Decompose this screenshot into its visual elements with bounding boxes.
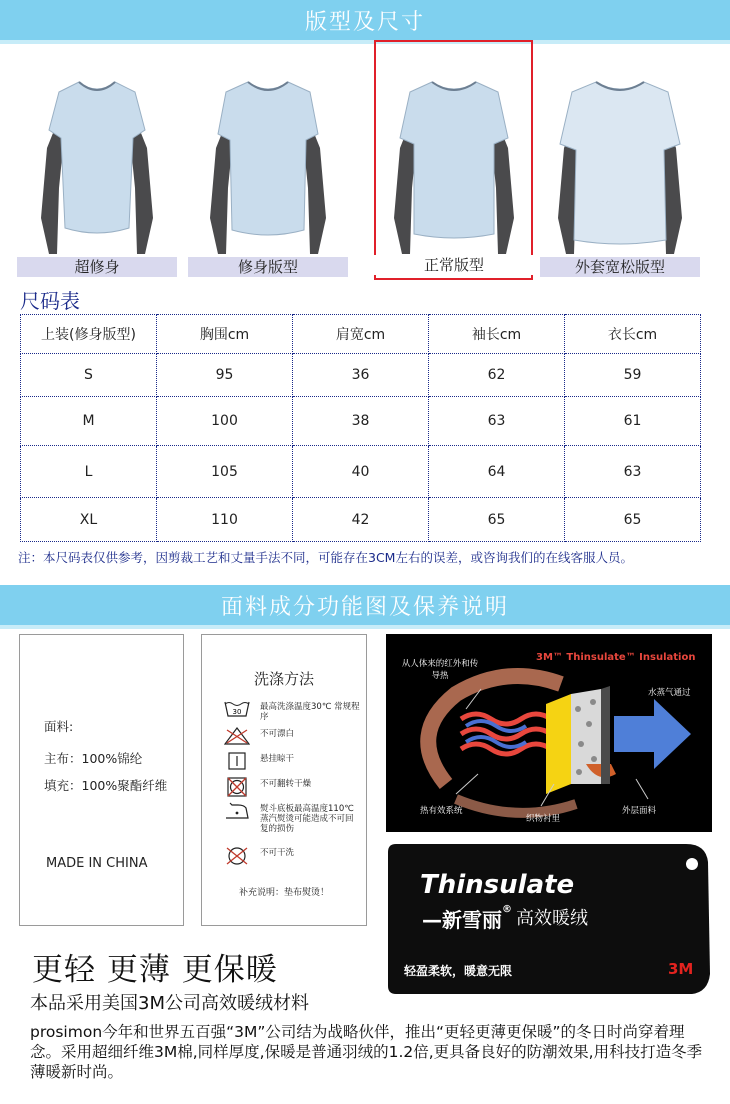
table-cell: L bbox=[21, 446, 157, 498]
table-cell: 110 bbox=[157, 498, 293, 542]
size-table-note: 注：本尺码表仅供参考，因剪裁工艺和丈量手法不同，可能存在3CM左右的误差，或咨询我们的在线客服人员。 bbox=[18, 550, 633, 565]
fit-option-super-slim[interactable] bbox=[17, 40, 177, 278]
table-header-cell: 上装(修身版型) bbox=[21, 315, 157, 354]
fit-option-loose[interactable] bbox=[540, 40, 700, 278]
promo-subheadline: 本品采用美国3M公司高效暖绒材料 bbox=[30, 993, 309, 1014]
promo-body: prosimon今年和世界五百强“3M”公司结为战略伙伴，推出“更轻更薄更保暖”的冬日时尚穿着理念。采用超细纤维3M棉,同样厚度,保暖是普通羽绒的1.2倍,更具备良好的防潮效果,用科技打造冬季薄暖新时尚。 bbox=[30, 1023, 703, 1081]
care-item-text: 不可翻转干燥 bbox=[260, 779, 312, 789]
3m-logo: 3M bbox=[668, 960, 694, 978]
care-item-text: 不可漂白 bbox=[260, 729, 295, 739]
care-label-card bbox=[201, 634, 367, 926]
table-cell: 65 bbox=[429, 498, 565, 542]
care-item bbox=[224, 727, 364, 745]
fit-option-slim[interactable] bbox=[188, 40, 348, 278]
care-item-text: 最高洗涤温度30℃ 常规程序 bbox=[260, 702, 360, 722]
fabric-heading: 面料: bbox=[44, 719, 74, 734]
iron-110-icon bbox=[224, 802, 250, 820]
table-cell: 62 bbox=[429, 354, 565, 397]
care-item bbox=[224, 802, 364, 834]
care-item bbox=[224, 777, 364, 797]
thinsulate-hangtag bbox=[386, 842, 712, 996]
table-cell: M bbox=[21, 397, 157, 446]
promo-headline: 更轻 更薄 更保暖 bbox=[32, 952, 278, 988]
table-header-cell: 肩宽cm bbox=[293, 315, 429, 354]
fit-label: 外套宽松版型 bbox=[540, 257, 700, 277]
vapor-label: 水蒸气通过 bbox=[648, 688, 691, 698]
tshirt-figure-icon bbox=[384, 68, 524, 258]
table-cell: 105 bbox=[157, 446, 293, 498]
no-tumble-dry-icon bbox=[224, 777, 250, 797]
table-cell: 61 bbox=[565, 397, 701, 446]
heat-system-label: 热有效系统 bbox=[420, 806, 463, 816]
tshirt-figure-icon bbox=[550, 68, 690, 258]
no-dry-clean-icon bbox=[224, 846, 250, 866]
fit-option-regular[interactable] bbox=[374, 40, 534, 278]
table-cell: 63 bbox=[429, 397, 565, 446]
care-item-text: 熨斗底板最高温度110℃蒸汽熨烫可能造成不可回复的损伤 bbox=[260, 804, 354, 834]
fit-label: 正常版型 bbox=[374, 255, 534, 275]
body-heat-label: 从人体来的红外和传导热 bbox=[401, 659, 479, 681]
table-cell: 40 bbox=[293, 446, 429, 498]
thinsulate-insulation-label: 3M™ Thinsulate™ Insulation bbox=[536, 652, 696, 663]
care-item bbox=[224, 752, 364, 770]
table-cell: 36 bbox=[293, 354, 429, 397]
fabric-section-title: 面料成分功能图及保养说明 bbox=[220, 594, 509, 620]
tshirt-figure-icon bbox=[27, 68, 167, 258]
table-header-row bbox=[21, 315, 701, 354]
thinsulate-diagram bbox=[386, 634, 712, 832]
tshirt-figure-icon bbox=[198, 68, 338, 258]
no-bleach-icon bbox=[224, 727, 250, 745]
size-table-title: 尺码表 bbox=[20, 289, 80, 313]
table-cell: 63 bbox=[565, 446, 701, 498]
care-item-text: 悬挂晾干 bbox=[260, 754, 295, 764]
size-table bbox=[20, 314, 701, 542]
fit-section-title: 版型及尺寸 bbox=[304, 9, 425, 35]
outer-fabric-label: 外层面料 bbox=[622, 806, 657, 816]
fabric-section-banner bbox=[0, 585, 730, 625]
table-row bbox=[21, 397, 701, 446]
svg-text:30: 30 bbox=[232, 708, 242, 716]
fit-label: 修身版型 bbox=[188, 257, 348, 277]
table-row bbox=[21, 354, 701, 397]
table-row bbox=[21, 498, 701, 542]
table-header-cell: 胸围cm bbox=[157, 315, 293, 354]
fabric-label-card bbox=[19, 634, 184, 926]
fit-label: 超修身 bbox=[17, 257, 177, 277]
fit-section-banner bbox=[0, 0, 730, 40]
origin-text: MADE IN CHINA bbox=[46, 856, 148, 871]
care-note: 补充说明：垫布熨烫！ bbox=[238, 888, 329, 898]
table-cell: 59 bbox=[565, 354, 701, 397]
table-cell: 38 bbox=[293, 397, 429, 446]
table-cell: S bbox=[21, 354, 157, 397]
table-cell: 65 bbox=[565, 498, 701, 542]
care-item bbox=[224, 700, 364, 722]
table-header-cell: 袖长cm bbox=[429, 315, 565, 354]
table-cell: 42 bbox=[293, 498, 429, 542]
table-cell: 100 bbox=[157, 397, 293, 446]
fill-fabric: 填充：100%聚酯纤维 bbox=[44, 778, 168, 793]
table-row bbox=[21, 446, 701, 498]
thinsulate-logo: Thinsulate bbox=[420, 870, 575, 900]
cn-desc-text: 高效暖绒 bbox=[516, 908, 588, 929]
cn-brand-text: —新雪丽 bbox=[422, 908, 502, 932]
table-header-cell: 衣长cm bbox=[565, 315, 701, 354]
wash-30-icon bbox=[224, 700, 250, 718]
table-cell: XL bbox=[21, 498, 157, 542]
table-cell: 64 bbox=[429, 446, 565, 498]
care-item bbox=[224, 846, 364, 866]
hang-dry-icon bbox=[224, 752, 250, 770]
lining-label: 织物衬里 bbox=[526, 814, 561, 824]
tag-slogan: 轻盈柔软，暖意无限 bbox=[404, 964, 513, 978]
thinsulate-cn-brand bbox=[422, 904, 588, 933]
table-cell: 95 bbox=[157, 354, 293, 397]
care-item-text: 不可干洗 bbox=[260, 848, 295, 858]
main-fabric: 主布：100%锦纶 bbox=[44, 751, 143, 766]
care-title: 洗涤方法 bbox=[253, 670, 314, 688]
registered-mark: ® bbox=[502, 904, 512, 915]
